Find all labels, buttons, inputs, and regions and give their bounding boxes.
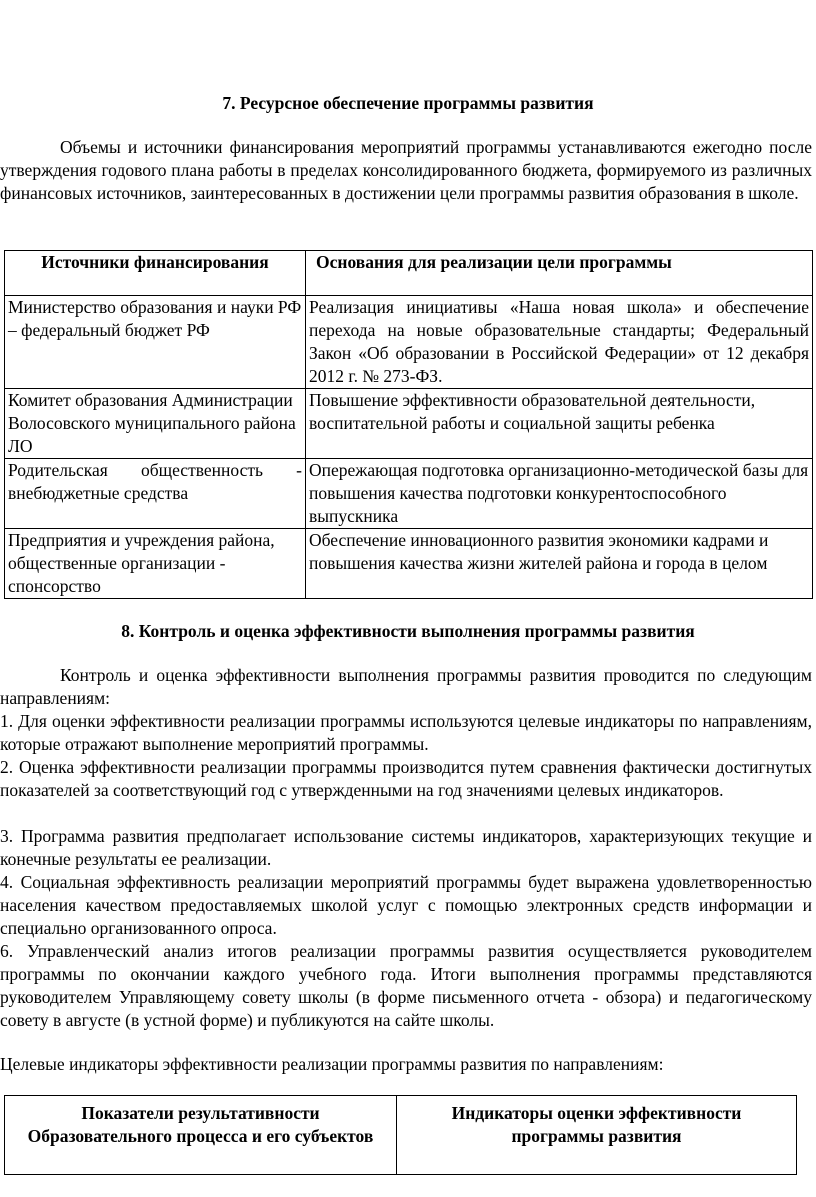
table-cell: Реализация инициативы «Наша новая школа» и обеспечение перехода на новые образовательные стандарты; Федеральный Закон «Об образовании в Российской Федерации» от 12 декабря 2012 г. № 273-ФЗ. bbox=[306, 296, 813, 389]
section-8-item-6: 6. Управленческий анализ итогов реализации программы развития осуществляется руководителем программы по окончании каждого учебного года. Итоги выполнения программы представляются руководителем Управляющему совету школы (в форме письменного отчета - обзора) и педагогическому совету в августе (в устной форме) и публикуются на сайте школы. bbox=[0, 941, 812, 1030]
table-row bbox=[5, 459, 813, 529]
table-row bbox=[5, 389, 813, 459]
section-8-item-2: 2. Оценка эффективности реализации программы производится путем сравнения фактически достигнутых показателей за соответствующий год с утвержденными на год значениями целевых индикаторов. bbox=[0, 757, 812, 800]
header-efficiency-indicators: Индикаторы оценки эффективности программы развития bbox=[397, 1096, 797, 1175]
header-grounds: Основания для реализации цели программы bbox=[306, 251, 813, 296]
funding-table bbox=[4, 250, 813, 599]
table-row bbox=[5, 296, 813, 389]
section-7-title: 7. Ресурсное обеспечение программы развития bbox=[222, 93, 594, 113]
table-cell: Министерство образования и науки РФ – федеральный бюджет РФ bbox=[5, 296, 306, 389]
header-funding-sources: Источники финансирования bbox=[5, 251, 306, 296]
table-cell: Опережающая подготовка организационно-методической базы для повышения качества подготовки конкурентоспособного выпускника bbox=[306, 459, 813, 529]
table-row bbox=[5, 529, 813, 599]
table-cell: Родительская общественность - внебюджетные средства bbox=[5, 459, 306, 529]
table-header-row bbox=[5, 1096, 797, 1175]
table-cell: Комитет образования Администрации Волосовского муниципального района ЛО bbox=[5, 389, 306, 459]
table-header-row bbox=[5, 251, 813, 296]
section-7-paragraph bbox=[0, 136, 812, 205]
table-cell: Обеспечение инновационного развития экономики кадрами и повышения качества жизни жителей района и города в целом bbox=[306, 529, 813, 599]
indicators-table bbox=[4, 1095, 797, 1175]
section-8-title: 8. Контроль и оценка эффективности выполнения программы развития bbox=[121, 621, 695, 641]
table-cell: Предприятия и учреждения района, общественные организации - спонсорство bbox=[5, 529, 306, 599]
section-8-item-3: 3. Программа развития предполагает использование системы индикаторов, характеризующих текущие и конечные результаты ее реализации. bbox=[0, 826, 812, 869]
section-7-paragraph-text: Объемы и источники финансирования мероприятий программы устанавливаются ежегодно после утверждения годового плана работы в пределах консолидированного бюджета, формируемого из различных финансовых источников, заинтересованных в достижении цели программы развития образования в школе. bbox=[0, 137, 812, 203]
header-performance-indicators: Показатели результативности Образовательного процесса и его субъектов bbox=[5, 1096, 397, 1175]
table-cell: Повышение эффективности образовательной деятельности, воспитательной работы и социальной защиты ребенка bbox=[306, 389, 813, 459]
indicators-caption: Целевые индикаторы эффективности реализации программы развития по направлениям: bbox=[0, 1054, 664, 1074]
section-8-item-1: 1. Для оценки эффективности реализации программы используются целевые индикаторы по направлениям, которые отражают выполнение мероприятий программы. bbox=[0, 711, 812, 754]
section-8-intro-text: Контроль и оценка эффективности выполнения программы развития проводится по следующим направлениям: bbox=[0, 665, 812, 708]
section-8-item-4: 4. Социальная эффективность реализации мероприятий программы будет выражена удовлетворенностью населения качеством предоставляемых школой услуг с помощью электронных средств информации и специально организованного опроса. bbox=[0, 872, 812, 938]
section-8-intro bbox=[0, 664, 812, 710]
